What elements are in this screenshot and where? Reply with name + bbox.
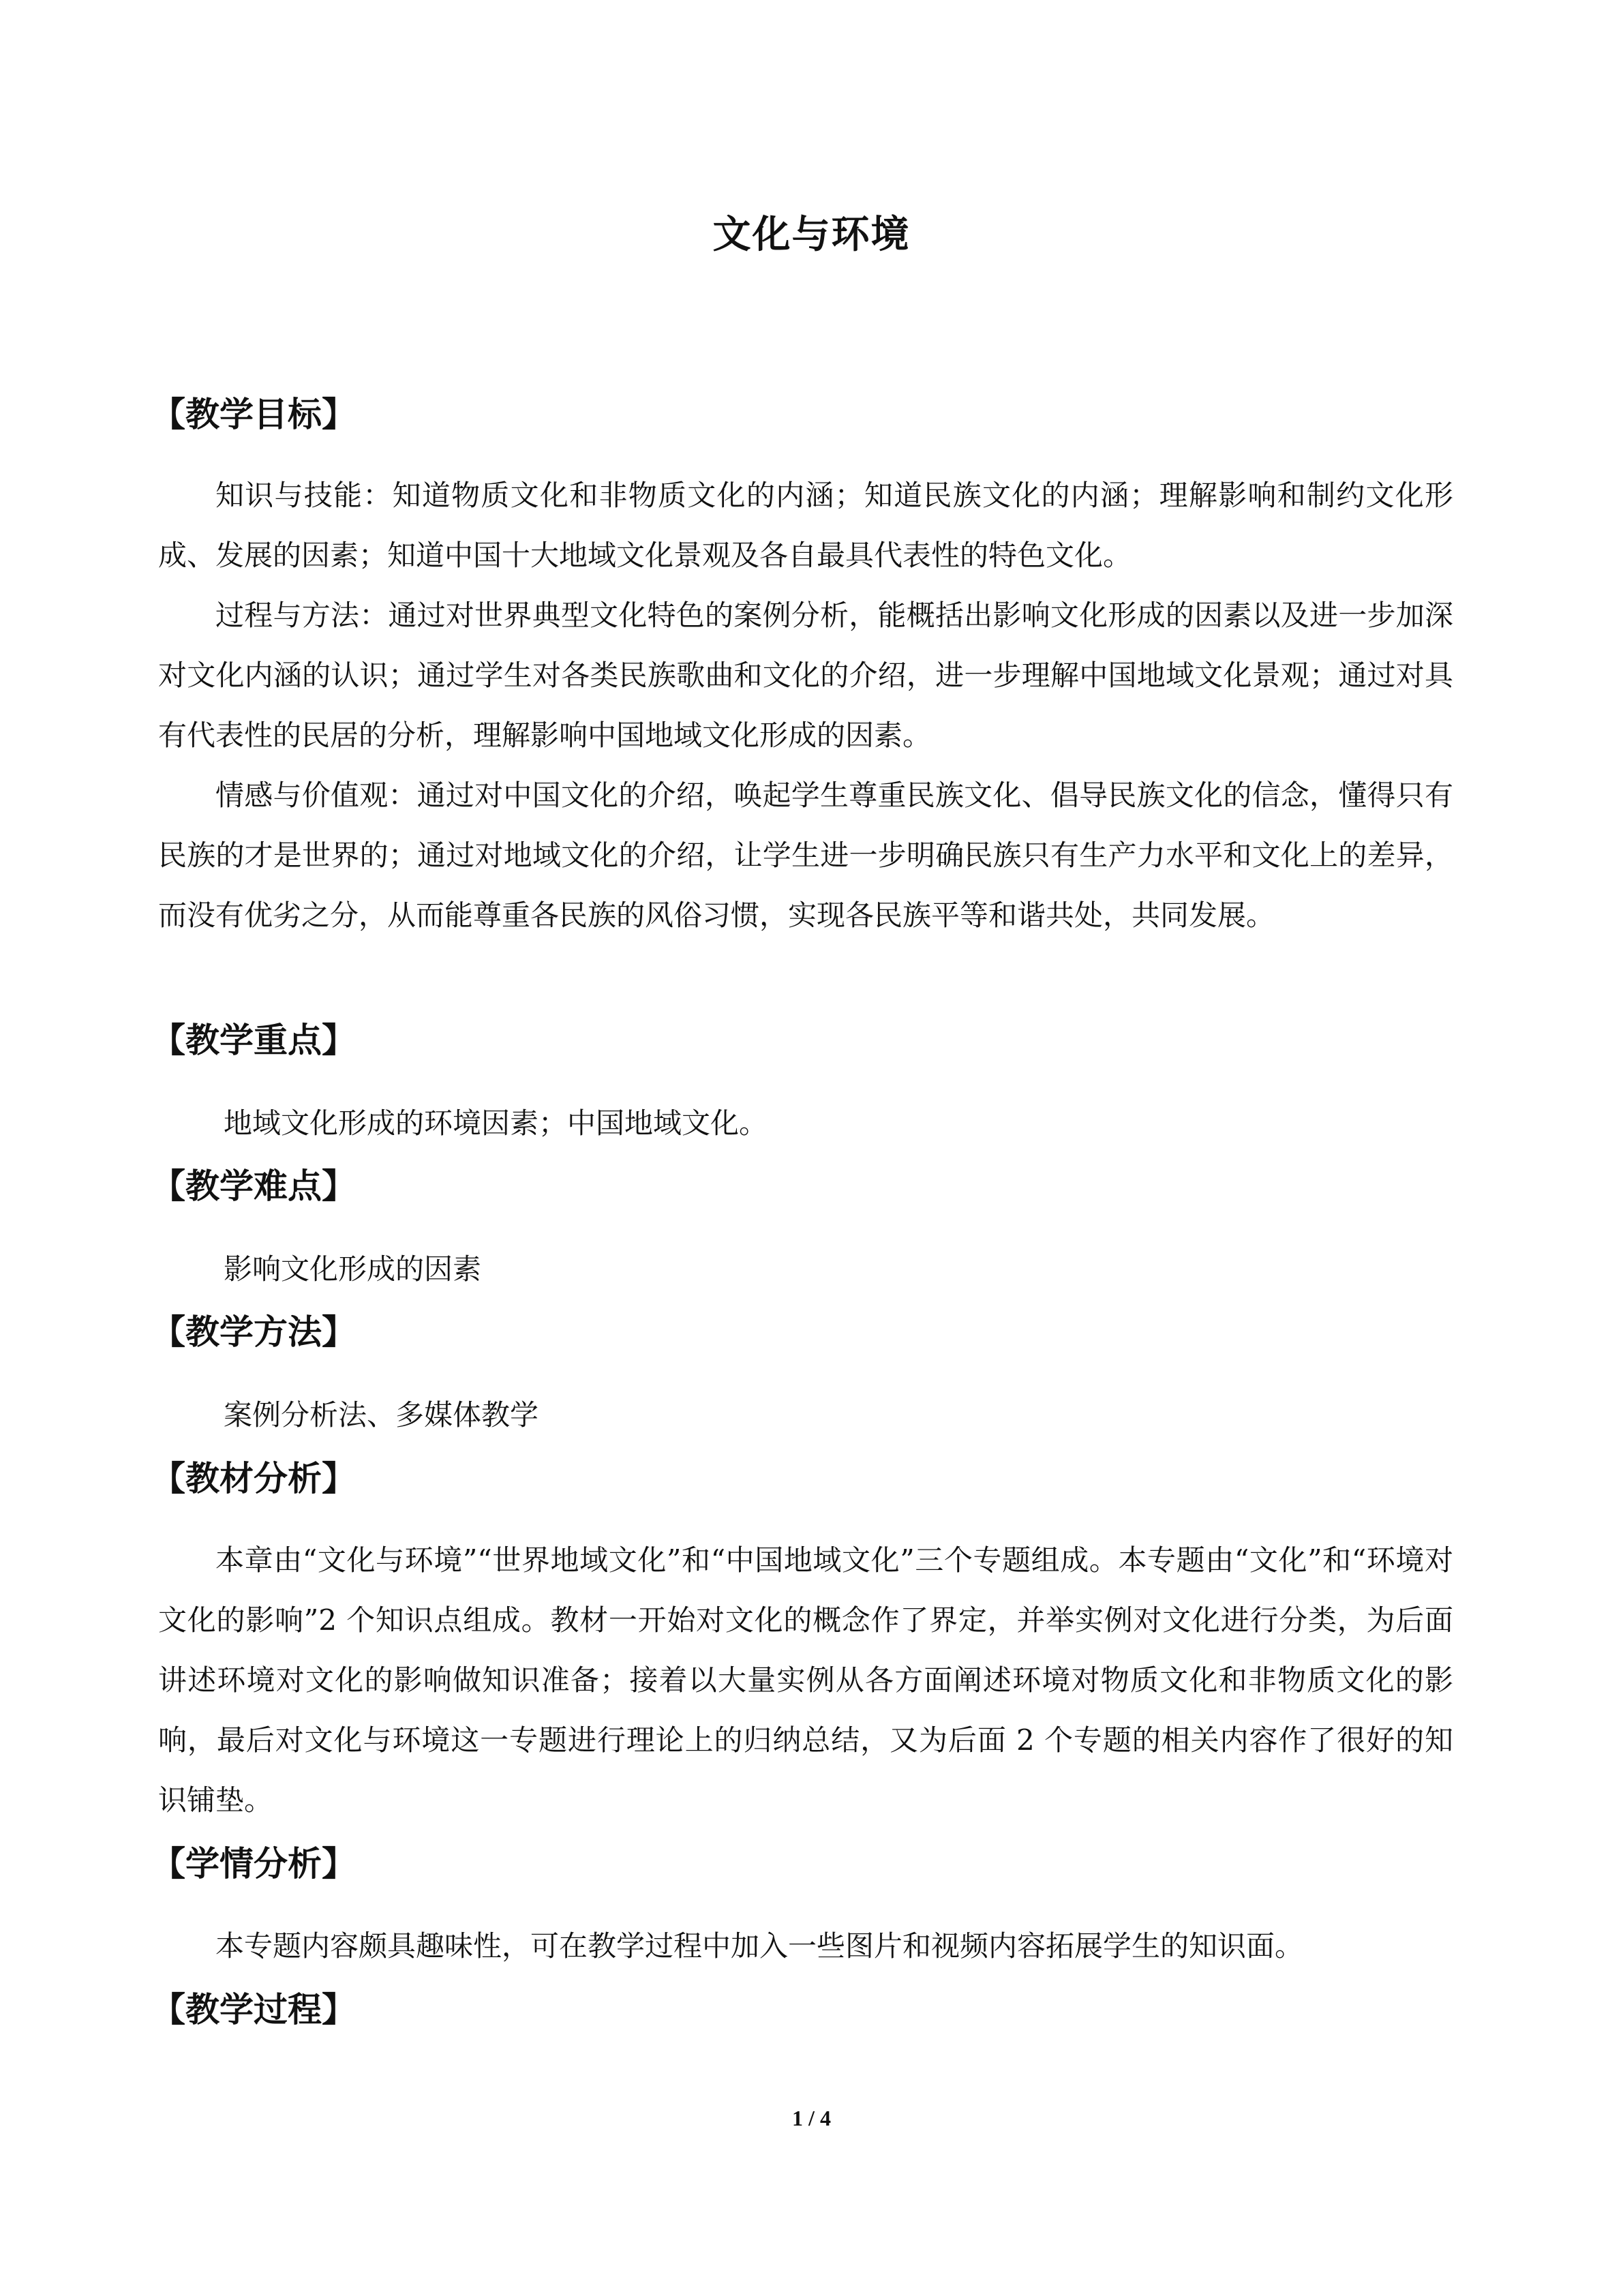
key-points-text: 地域文化形成的环境因素；中国地域文化。 [224, 1106, 768, 1140]
objective-knowledge-skills: 知识与技能：知道物质文化和非物质文化的内涵；知道民族文化的内涵；理解影响和制约文化形成、发展的因素；知道中国十大地域文化景观及各自最具代表性的特色文化。 [158, 479, 1453, 572]
heading-objectives: 【教学目标】 [151, 395, 356, 434]
heading-methods: 【教学方法】 [151, 1312, 356, 1352]
objective-emotion-values: 情感与价值观：通过对中国文化的介绍，唤起学生尊重民族文化、倡导民族文化的信念，懂得只有民族的才是世界的；通过对地域文化的介绍，让学生进一步明确民族只有生产力水平和文化上的差异，而没有优劣之分，从而能尊重各民族的风俗习惯，实现各民族平等和谐共处，共同发展。 [158, 779, 1453, 932]
material-analysis-text: 本章由“文化与环境”“世界地域文化”和“中国地域文化”三个专题组成。本专题由“文化”和“环境对文化的影响”2 个知识点组成。教材一开始对文化的概念作了界定，并举实例对文化进行分类，为后面讲述环境对文化的影响做知识准备；接着以大量实例从各方面阐述环境对物质文化和非物质文化的影响，最后对文化与环境这一专题进行理论上的归纳总结，又为后面 2 个专题的相关内容作了很好的知识铺垫。 [158, 1543, 1453, 1817]
heading-material-analysis: 【教材分析】 [151, 1459, 356, 1498]
heading-key-points: 【教学重点】 [151, 1021, 356, 1060]
student-analysis-text: 本专题内容颇具趣味性，可在教学过程中加入一些图片和视频内容拓展学生的知识面。 [215, 1929, 1304, 1963]
heading-student-analysis: 【学情分析】 [151, 1844, 356, 1884]
document-title: 文化与环境 [712, 213, 911, 257]
methods-text: 案例分析法、多媒体教学 [224, 1398, 539, 1432]
objective-process-methods: 过程与方法：通过对世界典型文化特色的案例分析，能概括出影响文化形成的因素以及进一步加深对文化内涵的认识；通过学生对各类民族歌曲和文化的介绍，进一步理解中国地域文化景观；通过对具有代表性的民居的分析，理解影响中国地域文化形成的因素。 [158, 599, 1453, 752]
page-number: 1 / 4 [792, 2106, 831, 2130]
difficulties-text: 影响文化形成的因素 [224, 1252, 482, 1286]
heading-difficulties: 【教学难点】 [151, 1166, 356, 1206]
heading-process: 【教学过程】 [151, 1990, 356, 2029]
